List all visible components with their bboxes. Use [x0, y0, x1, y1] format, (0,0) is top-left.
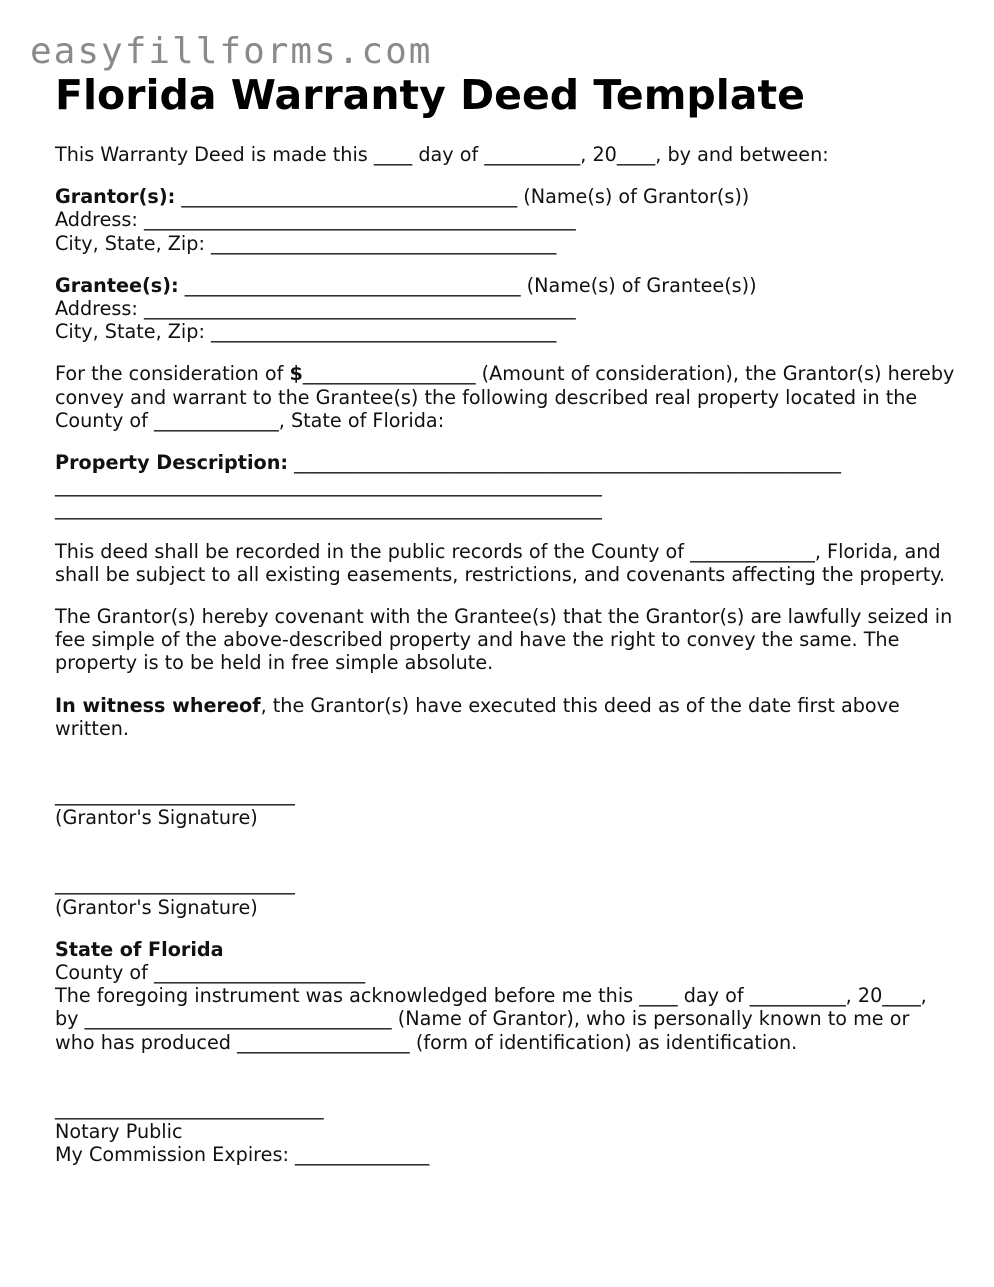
- grantee-name-field[interactable]: ___________________________________ (Name(s) of Grantee(s)): [178, 273, 757, 297]
- watermark-logo: easyfillforms.com: [30, 31, 433, 72]
- notary-section: [55, 938, 955, 1167]
- dollar-sign: $: [289, 362, 303, 386]
- commission-expires-field[interactable]: My Commission Expires: ______________: [55, 1143, 430, 1167]
- signature-line[interactable]: _________________________: [55, 872, 295, 896]
- notary-signature-line[interactable]: ____________________________: [55, 1096, 324, 1120]
- grantee-address-field[interactable]: Address: _____________________________________________: [55, 297, 576, 321]
- witness-paragraph: [55, 694, 955, 740]
- document-title: Florida Warranty Deed Template: [55, 71, 805, 119]
- signature-label: (Grantor's Signature): [55, 806, 258, 830]
- notary-acknowledgement[interactable]: The foregoing instrument was acknowledged before me this ____ day of __________, 20____, by ________________________________ (Name of Grantor), who is personally known to me or who has produced __________________ (form of identification) as identification.: [55, 984, 933, 1054]
- grantee-label: Grantee(s):: [55, 273, 179, 297]
- notary-state: State of Florida: [55, 937, 224, 961]
- signature-line[interactable]: _________________________: [55, 783, 295, 807]
- signature-block-2: [55, 872, 955, 918]
- property-line-1[interactable]: _________________________________________________________: [288, 451, 842, 475]
- recorded-paragraph: This deed shall be recorded in the public records of the County of _____________, Florida, and shall be subject to all existing easements, restrictions, and covenants affecting the property.: [55, 539, 947, 586]
- property-label: Property Description:: [55, 451, 289, 475]
- signature-block-1: [55, 783, 955, 829]
- notary-county-field[interactable]: County of ______________________: [55, 961, 366, 985]
- grantor-name-field[interactable]: ___________________________________ (Name(s) of Grantor(s)): [175, 185, 750, 209]
- deed-body: [55, 143, 961, 1167]
- grantee-city-field[interactable]: City, State, Zip: ____________________________________: [55, 320, 557, 344]
- witness-bold: In witness whereof: [55, 693, 261, 717]
- property-line-3[interactable]: _________________________________________________________: [55, 497, 602, 521]
- property-line-2[interactable]: _________________________________________________________: [55, 474, 602, 498]
- witness-text: , the Grantor(s) have executed this deed as of the date first above written.: [55, 693, 906, 740]
- covenant-paragraph: The Grantor(s) hereby covenant with the Grantee(s) that the Grantor(s) are lawfully seized in fee simple of the above-described property and have the right to convey the same. The property is to be held in free simple absolute.: [55, 605, 959, 675]
- grantee-section: [55, 274, 955, 344]
- grantor-address-field[interactable]: Address: _____________________________________________: [55, 208, 576, 232]
- notary-public-label: Notary Public: [55, 1120, 183, 1144]
- consideration-intro: For the consideration of: [55, 362, 290, 386]
- property-section: [55, 451, 955, 521]
- consideration-paragraph: [55, 362, 961, 432]
- consideration-text[interactable]: __________________ (Amount of consideration), the Grantor(s) hereby convey and warrant to the Grantee(s) the following described real property located in the County of _____________, State of Florida:: [55, 362, 961, 432]
- grantor-city-field[interactable]: City, State, Zip: ____________________________________: [55, 231, 557, 255]
- grantor-section: [55, 185, 955, 255]
- grantor-label: Grantor(s):: [55, 185, 176, 209]
- signature-label: (Grantor's Signature): [55, 895, 258, 919]
- intro-line: This Warranty Deed is made this ____ day of __________, 20____, by and between:: [55, 143, 829, 166]
